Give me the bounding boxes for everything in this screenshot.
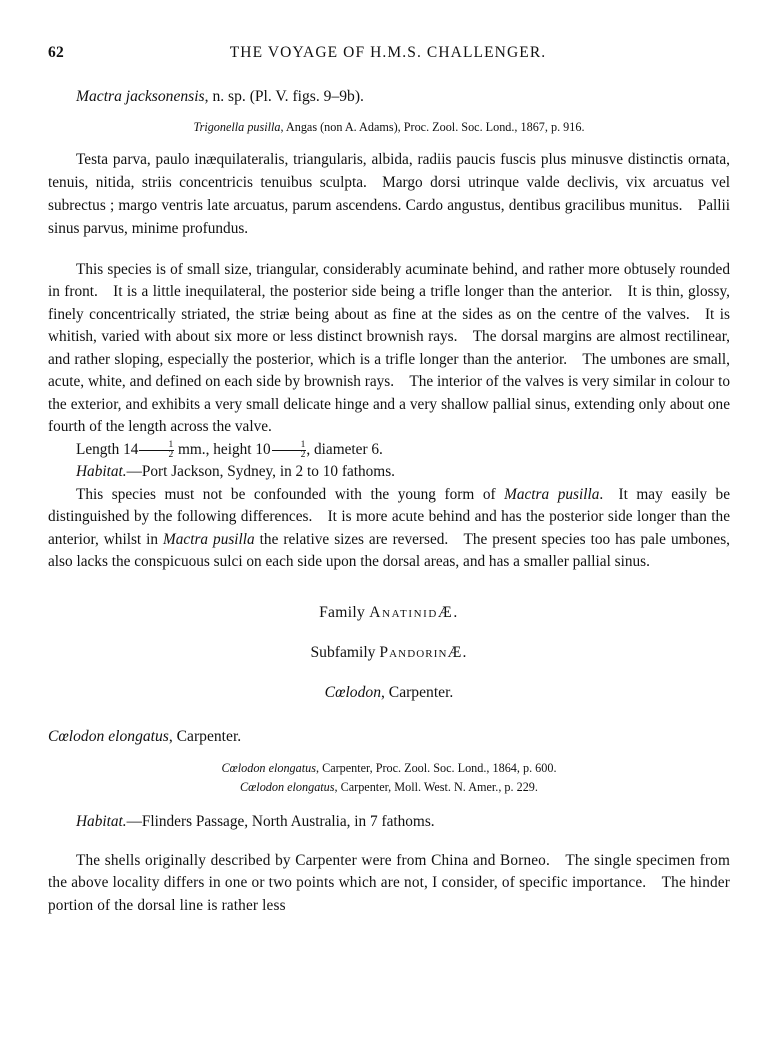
page-number: 62 (48, 44, 65, 61)
family-heading (48, 604, 730, 622)
genus-authority: , Carpenter. (381, 683, 454, 701)
family-section (48, 604, 730, 702)
fraction-2-denominator: 2 (300, 449, 306, 460)
measurements-pre: Length 14 (76, 440, 139, 458)
description-paragraph-1: This species is of small size, triangular, considerably acuminate behind, and rather more obtusely rounded in front. It is a little inequilateral, the posterior side being a trifle longer than the anterior. It is thin, glossy, finely concentrically striated, the striæ being about as fine at the sides as on the centre of the valves. It is whitish, varied with about six more or less distinct brownish rays. The dorsal margins are almost rectilinear, and rather sloping, especially the posterior, which is a trifle longer than the anterior. The umbones are small, acute, white, and defined on each side by brownish rays. The interior of the valves is very similar in colour to the exterior, and exhibits a very small delicate hinge and a very shallow pallial sinus, extending only about one fourth of the length across the valve. (48, 260, 730, 436)
synonymy-italic: Cœlodon elongatus (240, 779, 335, 794)
paragraph2-part-b: . It may easily be distinguished by the following differences. It is more acute behind and has the posterior side longer than the anterior, whilst in (48, 485, 730, 548)
subfamily-prefix: Subfamily (310, 643, 380, 661)
synonymy-rest: , Carpenter, Proc. Zool. Soc. Lond., 1864, p. 600. (315, 760, 557, 775)
habitat-label-2: Habitat. (76, 813, 127, 831)
species-authority-1: , n. sp. (Pl. V. figs. 9–9b). (204, 88, 364, 105)
description-paragraph-2 (48, 484, 730, 574)
species-name-2: Cœlodon elongatus (48, 727, 169, 745)
species-heading-1 (48, 86, 730, 109)
species-name-1: Mactra jacksonensis (76, 88, 205, 105)
synonymy-1 (48, 118, 730, 136)
genus-name: Cœlodon (324, 683, 381, 701)
synonymy-rest-1: , Angas (non A. Adams), Proc. Zool. Soc. Lond., 1867, p. 916. (280, 119, 585, 134)
genus-heading (48, 684, 730, 702)
paragraph2-italic-1: Mactra pusilla (504, 485, 600, 503)
habitat-label-1: Habitat. (76, 463, 127, 481)
latin-description-text: Testa parva, paulo inæquilateralis, triangularis, albida, radiis paucis fuscis plus minusve distinctis ornata, tenuis, nitida, striis concentricis tenuibus sculpta. Margo dorsi utrinque valde declivis, vix arcuatus vel subrectus ; margo ventris late arcuatus, parum ascendens. Cardo angustus, dentibus gracilibus munitus. Pallii sinus parvus, minime profundus. (48, 151, 730, 238)
synonymy-rest: , Carpenter, Moll. West. N. Amer., p. 229. (334, 779, 538, 794)
measurements-line (48, 439, 730, 461)
paragraph2-italic-2: Mactra pusilla (163, 530, 255, 548)
paragraph2-part-c: the relative sizes are reversed. The present species too has pale umbones, also lacks the conspicuous sulci on each side upon the dorsal areas, and has a smaller pallial sinus. (48, 530, 730, 571)
fraction-1-numerator: 1 (139, 441, 174, 451)
fraction-1-denominator: 2 (168, 449, 174, 460)
subfamily-heading (48, 644, 730, 662)
synonymy-italic-1: Trigonella pusilla (193, 119, 281, 134)
fraction-2 (272, 441, 307, 460)
habitat-text-1: —Port Jackson, Sydney, in 2 to 10 fathoms. (126, 463, 395, 481)
synonymy-line (48, 759, 730, 778)
synonymy-italic: Cœlodon elongatus (221, 760, 316, 775)
family-prefix: Family (319, 603, 370, 621)
synonymy-line (48, 778, 730, 797)
latin-description (48, 149, 730, 241)
habitat-line-1 (48, 461, 730, 483)
running-title: THE VOYAGE OF H.M.S. CHALLENGER. (229, 44, 547, 61)
paragraph2-part-a: This species must not be confounded with the young form of (76, 485, 505, 503)
family-name: AnatinidÆ. (369, 603, 459, 621)
habitat-text-2: —Flinders Passage, North Australia, in 7 fathoms. (126, 813, 435, 831)
species-authority-2: , Carpenter. (168, 727, 242, 745)
habitat-line-2 (48, 811, 730, 833)
page-content (48, 82, 730, 917)
fraction-2-numerator: 1 (272, 441, 307, 451)
subfamily-name: PandorinÆ. (379, 643, 468, 661)
closing-paragraph: The shells originally described by Carpenter were from China and Borneo. The single specimen from the above locality differs in one or two points which are not, I consider, of specific importance. The hinder portion of the dorsal line is rather less (48, 851, 730, 914)
synonymy-2 (48, 759, 730, 797)
page-header (0, 44, 776, 64)
measurements-post: , diameter 6. (306, 440, 383, 458)
measurements-mid: mm., height 10 (174, 440, 271, 458)
fraction-1 (139, 441, 174, 460)
species-heading-2 (48, 726, 730, 749)
